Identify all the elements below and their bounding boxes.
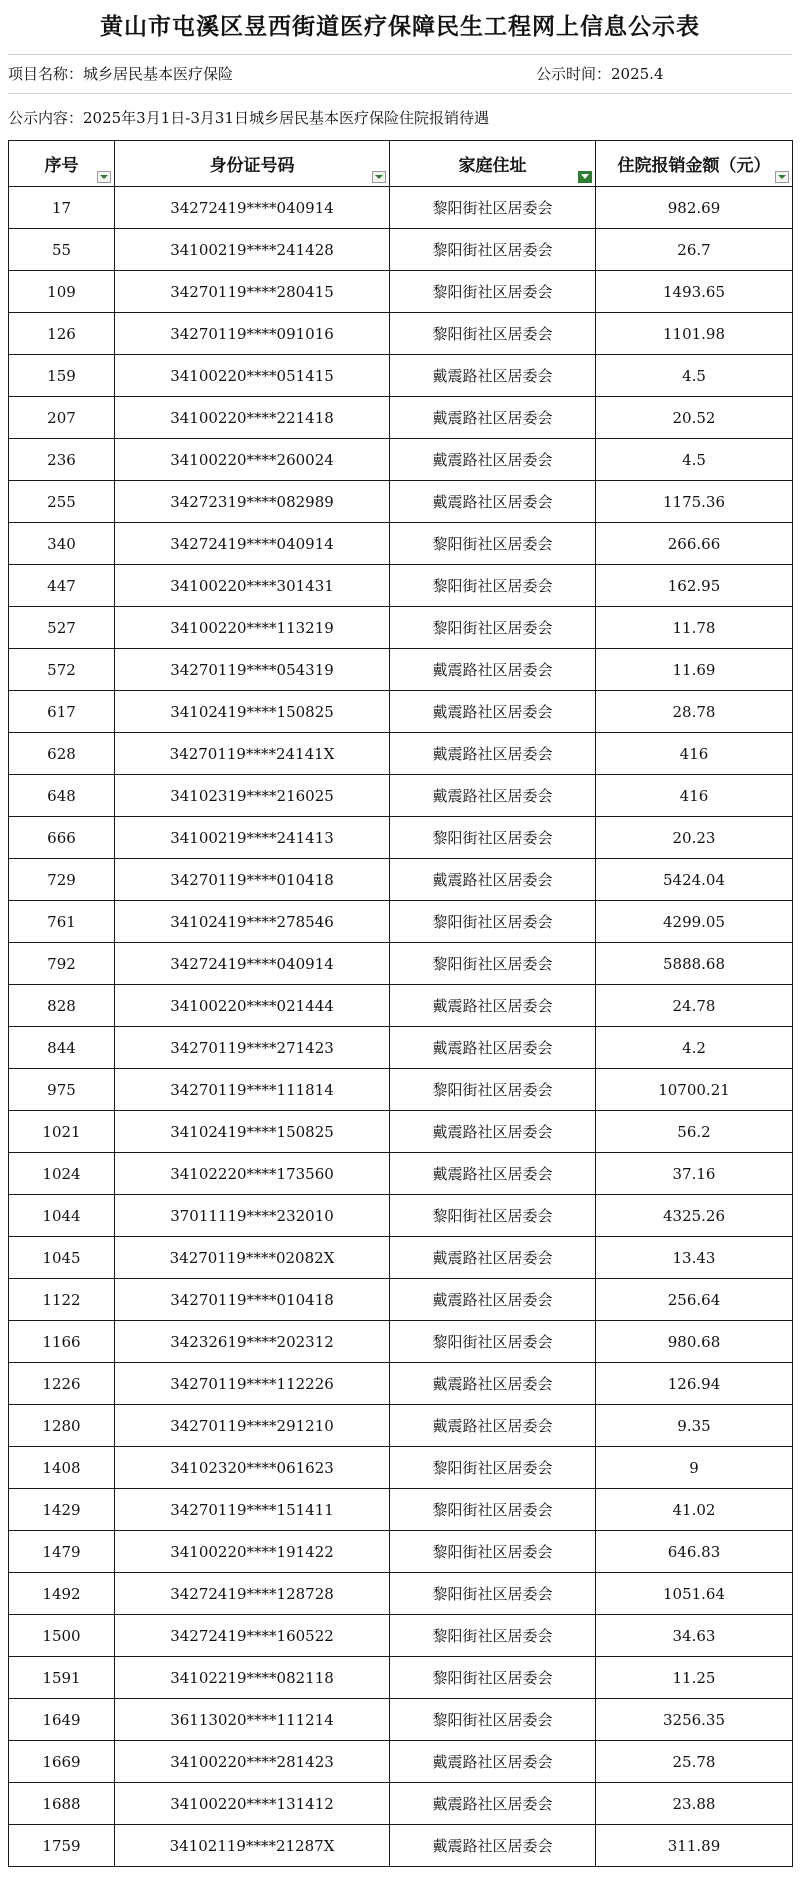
- filter-dropdown-icon[interactable]: [97, 171, 111, 183]
- serial-number-cell: 1479: [9, 1531, 115, 1573]
- table-row: [9, 1405, 793, 1447]
- amount-cell: 11.69: [596, 649, 793, 691]
- filter-active-icon[interactable]: [578, 171, 592, 183]
- table-row: [9, 523, 793, 565]
- id-number-cell: 34272419****040914: [115, 187, 390, 229]
- serial-number-cell: 761: [9, 901, 115, 943]
- id-number-cell: 34100220****021444: [115, 985, 390, 1027]
- amount-cell: 126.94: [596, 1363, 793, 1405]
- serial-number-cell: 975: [9, 1069, 115, 1111]
- table-row: [9, 1279, 793, 1321]
- column-header-id-number: [115, 141, 390, 187]
- amount-cell: 11.78: [596, 607, 793, 649]
- address-cell: 戴震路社区居委会: [390, 691, 596, 733]
- address-cell: 戴震路社区居委会: [390, 733, 596, 775]
- project-info-row: [8, 54, 792, 94]
- serial-number-cell: 666: [9, 817, 115, 859]
- table-row: [9, 1573, 793, 1615]
- amount-cell: 416: [596, 775, 793, 817]
- serial-number-cell: 1649: [9, 1699, 115, 1741]
- amount-cell: 4299.05: [596, 901, 793, 943]
- amount-cell: 41.02: [596, 1489, 793, 1531]
- table-row: [9, 1489, 793, 1531]
- amount-cell: 256.64: [596, 1279, 793, 1321]
- address-cell: 戴震路社区居委会: [390, 439, 596, 481]
- amount-cell: 37.16: [596, 1153, 793, 1195]
- table-row: [9, 565, 793, 607]
- amount-cell: 266.66: [596, 523, 793, 565]
- serial-number-cell: 792: [9, 943, 115, 985]
- filter-dropdown-icon[interactable]: [775, 171, 789, 183]
- serial-number-cell: 628: [9, 733, 115, 775]
- id-number-cell: 34270119****054319: [115, 649, 390, 691]
- id-number-cell: 34102320****061623: [115, 1447, 390, 1489]
- address-cell: 戴震路社区居委会: [390, 1027, 596, 1069]
- serial-number-cell: 17: [9, 187, 115, 229]
- id-number-cell: 34270119****280415: [115, 271, 390, 313]
- amount-cell: 23.88: [596, 1783, 793, 1825]
- id-number-cell: 34270119****151411: [115, 1489, 390, 1531]
- project-name: 项目名称：城乡居民基本医疗保险: [8, 65, 234, 83]
- address-cell: 戴震路社区居委会: [390, 649, 596, 691]
- amount-cell: 162.95: [596, 565, 793, 607]
- serial-number-cell: 1226: [9, 1363, 115, 1405]
- serial-number-cell: 236: [9, 439, 115, 481]
- table-row: [9, 1615, 793, 1657]
- serial-number-cell: 1408: [9, 1447, 115, 1489]
- id-number-cell: 34102419****150825: [115, 1111, 390, 1153]
- id-number-cell: 34102219****082118: [115, 1657, 390, 1699]
- address-cell: 戴震路社区居委会: [390, 985, 596, 1027]
- id-number-cell: 34102220****173560: [115, 1153, 390, 1195]
- serial-number-cell: 1429: [9, 1489, 115, 1531]
- serial-number-cell: 844: [9, 1027, 115, 1069]
- table-row: [9, 1783, 793, 1825]
- table-body: [9, 187, 793, 1867]
- amount-cell: 1101.98: [596, 313, 793, 355]
- table-row: [9, 313, 793, 355]
- address-cell: 黎阳街社区居委会: [390, 271, 596, 313]
- table-row: [9, 1069, 793, 1111]
- table-row: [9, 481, 793, 523]
- serial-number-cell: 255: [9, 481, 115, 523]
- column-header-label: 序号: [44, 156, 79, 176]
- serial-number-cell: 1044: [9, 1195, 115, 1237]
- serial-number-cell: 1591: [9, 1657, 115, 1699]
- serial-number-cell: 1280: [9, 1405, 115, 1447]
- serial-number-cell: 572: [9, 649, 115, 691]
- id-number-cell: 34272419****160522: [115, 1615, 390, 1657]
- table-row: [9, 439, 793, 481]
- address-cell: 戴震路社区居委会: [390, 1279, 596, 1321]
- amount-cell: 1493.65: [596, 271, 793, 313]
- address-cell: 黎阳街社区居委会: [390, 313, 596, 355]
- serial-number-cell: 1021: [9, 1111, 115, 1153]
- filter-dropdown-icon[interactable]: [372, 171, 386, 183]
- amount-cell: 646.83: [596, 1531, 793, 1573]
- address-cell: 黎阳街社区居委会: [390, 1531, 596, 1573]
- serial-number-cell: 207: [9, 397, 115, 439]
- amount-cell: 1175.36: [596, 481, 793, 523]
- id-number-cell: 34270119****010418: [115, 859, 390, 901]
- amount-cell: 1051.64: [596, 1573, 793, 1615]
- address-cell: 黎阳街社区居委会: [390, 1321, 596, 1363]
- serial-number-cell: 1045: [9, 1237, 115, 1279]
- address-cell: 黎阳街社区居委会: [390, 229, 596, 271]
- id-number-cell: 34270119****24141X: [115, 733, 390, 775]
- id-number-cell: 34100220****131412: [115, 1783, 390, 1825]
- table-row: [9, 733, 793, 775]
- table-row: [9, 1195, 793, 1237]
- column-header-serial: [9, 141, 115, 187]
- id-number-cell: 34272419****128728: [115, 1573, 390, 1615]
- address-cell: 戴震路社区居委会: [390, 481, 596, 523]
- address-cell: 戴震路社区居委会: [390, 1783, 596, 1825]
- id-number-cell: 34272319****082989: [115, 481, 390, 523]
- address-cell: 黎阳街社区居委会: [390, 1069, 596, 1111]
- table-row: [9, 691, 793, 733]
- address-cell: 黎阳街社区居委会: [390, 901, 596, 943]
- amount-cell: 9.35: [596, 1405, 793, 1447]
- address-cell: 黎阳街社区居委会: [390, 1615, 596, 1657]
- column-header-label: 住院报销金额（元）: [617, 156, 771, 176]
- serial-number-cell: 617: [9, 691, 115, 733]
- table-row: [9, 817, 793, 859]
- table-row: [9, 607, 793, 649]
- address-cell: 戴震路社区居委会: [390, 1237, 596, 1279]
- table-row: [9, 775, 793, 817]
- column-header-label: 身份证号码: [209, 156, 295, 176]
- amount-cell: 56.2: [596, 1111, 793, 1153]
- address-cell: 黎阳街社区居委会: [390, 187, 596, 229]
- address-cell: 戴震路社区居委会: [390, 1741, 596, 1783]
- table-row: [9, 1699, 793, 1741]
- id-number-cell: 34102319****216025: [115, 775, 390, 817]
- column-header-address: [390, 141, 596, 187]
- table-row: [9, 649, 793, 691]
- amount-cell: 5888.68: [596, 943, 793, 985]
- amount-cell: 980.68: [596, 1321, 793, 1363]
- id-number-cell: 34100219****241413: [115, 817, 390, 859]
- id-number-cell: 34100220****301431: [115, 565, 390, 607]
- amount-cell: 20.52: [596, 397, 793, 439]
- serial-number-cell: 648: [9, 775, 115, 817]
- amount-cell: 11.25: [596, 1657, 793, 1699]
- table-row: [9, 1153, 793, 1195]
- amount-cell: 3256.35: [596, 1699, 793, 1741]
- serial-number-cell: 1669: [9, 1741, 115, 1783]
- id-number-cell: 34100220****260024: [115, 439, 390, 481]
- id-number-cell: 34270119****010418: [115, 1279, 390, 1321]
- serial-number-cell: 126: [9, 313, 115, 355]
- id-number-cell: 34100220****281423: [115, 1741, 390, 1783]
- address-cell: 戴震路社区居委会: [390, 775, 596, 817]
- address-cell: 黎阳街社区居委会: [390, 607, 596, 649]
- table-row: [9, 859, 793, 901]
- table-row: [9, 271, 793, 313]
- id-number-cell: 34100220****051415: [115, 355, 390, 397]
- amount-cell: 10700.21: [596, 1069, 793, 1111]
- address-cell: 戴震路社区居委会: [390, 1363, 596, 1405]
- serial-number-cell: 1500: [9, 1615, 115, 1657]
- address-cell: 黎阳街社区居委会: [390, 523, 596, 565]
- serial-number-cell: 527: [9, 607, 115, 649]
- amount-cell: 982.69: [596, 187, 793, 229]
- table-row: [9, 187, 793, 229]
- id-number-cell: 34270119****291210: [115, 1405, 390, 1447]
- table-row: [9, 355, 793, 397]
- serial-number-cell: 340: [9, 523, 115, 565]
- id-number-cell: 34270119****112226: [115, 1363, 390, 1405]
- table-row: [9, 1531, 793, 1573]
- id-number-cell: 34232619****202312: [115, 1321, 390, 1363]
- amount-cell: 416: [596, 733, 793, 775]
- id-number-cell: 34272419****040914: [115, 943, 390, 985]
- address-cell: 黎阳街社区居委会: [390, 1699, 596, 1741]
- amount-cell: 28.78: [596, 691, 793, 733]
- address-cell: 黎阳街社区居委会: [390, 1447, 596, 1489]
- serial-number-cell: 447: [9, 565, 115, 607]
- id-number-cell: 34100219****241428: [115, 229, 390, 271]
- id-number-cell: 34102119****21287X: [115, 1825, 390, 1867]
- serial-number-cell: 1688: [9, 1783, 115, 1825]
- address-cell: 黎阳街社区居委会: [390, 1489, 596, 1531]
- id-number-cell: 34100220****221418: [115, 397, 390, 439]
- address-cell: 戴震路社区居委会: [390, 1111, 596, 1153]
- amount-cell: 34.63: [596, 1615, 793, 1657]
- serial-number-cell: 1492: [9, 1573, 115, 1615]
- amount-cell: 4.5: [596, 355, 793, 397]
- address-cell: 黎阳街社区居委会: [390, 1657, 596, 1699]
- address-cell: 戴震路社区居委会: [390, 1153, 596, 1195]
- table-row: [9, 1741, 793, 1783]
- table-row: [9, 1825, 793, 1867]
- address-cell: 戴震路社区居委会: [390, 397, 596, 439]
- id-number-cell: 34102419****150825: [115, 691, 390, 733]
- table-row: [9, 943, 793, 985]
- id-number-cell: 36113020****111214: [115, 1699, 390, 1741]
- table-row: [9, 1111, 793, 1153]
- serial-number-cell: 1122: [9, 1279, 115, 1321]
- table-header-row: [9, 141, 793, 187]
- amount-cell: 20.23: [596, 817, 793, 859]
- address-cell: 黎阳街社区居委会: [390, 1195, 596, 1237]
- amount-cell: 26.7: [596, 229, 793, 271]
- table-row: [9, 985, 793, 1027]
- serial-number-cell: 1166: [9, 1321, 115, 1363]
- table-row: [9, 1447, 793, 1489]
- address-cell: 黎阳街社区居委会: [390, 817, 596, 859]
- amount-cell: 25.78: [596, 1741, 793, 1783]
- table-row: [9, 901, 793, 943]
- reimbursement-table: [8, 140, 793, 1867]
- amount-cell: 13.43: [596, 1237, 793, 1279]
- serial-number-cell: 729: [9, 859, 115, 901]
- table-row: [9, 397, 793, 439]
- amount-cell: 4.5: [596, 439, 793, 481]
- column-header-label: 家庭住址: [458, 156, 527, 176]
- address-cell: 黎阳街社区居委会: [390, 565, 596, 607]
- address-cell: 黎阳街社区居委会: [390, 943, 596, 985]
- table-row: [9, 1027, 793, 1069]
- id-number-cell: 34270119****02082X: [115, 1237, 390, 1279]
- table-row: [9, 229, 793, 271]
- table-row: [9, 1363, 793, 1405]
- id-number-cell: 37011119****232010: [115, 1195, 390, 1237]
- address-cell: 戴震路社区居委会: [390, 859, 596, 901]
- content-info-row: [8, 99, 792, 137]
- amount-cell: 9: [596, 1447, 793, 1489]
- amount-cell: 5424.04: [596, 859, 793, 901]
- address-cell: 黎阳街社区居委会: [390, 1573, 596, 1615]
- serial-number-cell: 828: [9, 985, 115, 1027]
- serial-number-cell: 109: [9, 271, 115, 313]
- column-header-amount: [596, 141, 793, 187]
- amount-cell: 24.78: [596, 985, 793, 1027]
- table-row: [9, 1237, 793, 1279]
- address-cell: 戴震路社区居委会: [390, 1405, 596, 1447]
- id-number-cell: 34270119****111814: [115, 1069, 390, 1111]
- table-row: [9, 1657, 793, 1699]
- notice-content: 公示内容：2025年3月1日-3月31日城乡居民基本医疗保险住院报销待遇: [8, 109, 489, 127]
- id-number-cell: 34270119****271423: [115, 1027, 390, 1069]
- serial-number-cell: 1024: [9, 1153, 115, 1195]
- table-row: [9, 1321, 793, 1363]
- address-cell: 戴震路社区居委会: [390, 1825, 596, 1867]
- serial-number-cell: 1759: [9, 1825, 115, 1867]
- id-number-cell: 34102419****278546: [115, 901, 390, 943]
- amount-cell: 4.2: [596, 1027, 793, 1069]
- page-title: 黄山市屯溪区昱西街道医疗保障民生工程网上信息公示表: [100, 13, 700, 40]
- amount-cell: 311.89: [596, 1825, 793, 1867]
- serial-number-cell: 159: [9, 355, 115, 397]
- publish-time: 公示时间：2025.4: [536, 65, 664, 83]
- id-number-cell: 34272419****040914: [115, 523, 390, 565]
- address-cell: 戴震路社区居委会: [390, 355, 596, 397]
- serial-number-cell: 55: [9, 229, 115, 271]
- id-number-cell: 34100220****113219: [115, 607, 390, 649]
- amount-cell: 4325.26: [596, 1195, 793, 1237]
- id-number-cell: 34270119****091016: [115, 313, 390, 355]
- id-number-cell: 34100220****191422: [115, 1531, 390, 1573]
